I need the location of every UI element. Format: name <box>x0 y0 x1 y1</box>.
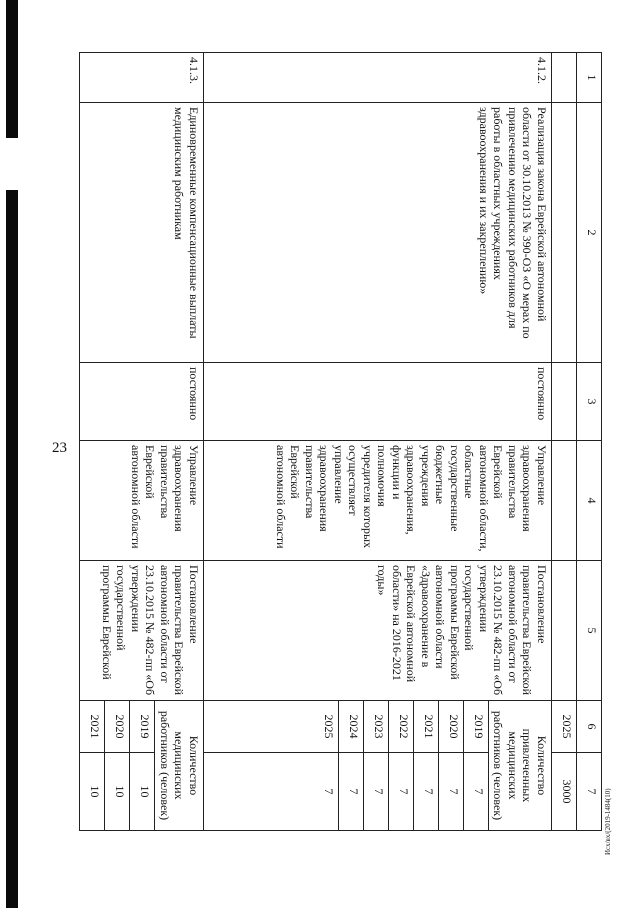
value-cell: 10 <box>105 753 130 831</box>
indicator-cell: Количество медицинских работников (человек) <box>155 701 204 831</box>
item-executor: Управление здравоохранения правительства Еврейской автономной области, областные государственные бюджетные учреждения здравоохранения, функции и полномочия учредителя которых осуществляет управление здравоохранения правительства Еврейской автономной области <box>204 441 552 561</box>
value-cell: 10 <box>80 753 105 831</box>
item-description: Реализация закона Еврейской автономной области от 30.10.2013 № 390-ОЗ «О мерах по привлечению медицинских работников для работы в областных учреждениях здравоохранения и их закреплению» <box>204 103 552 363</box>
year-cell: 2020 <box>439 701 464 753</box>
value-cell: 3000 <box>552 753 577 831</box>
scan-edge-bar <box>6 0 18 138</box>
value-cell: 7 <box>339 753 364 831</box>
year-cell: 2023 <box>364 701 389 753</box>
year-cell: 2025 <box>552 701 577 753</box>
rotated-table-sheet <box>88 52 602 830</box>
item-description: Единовременные компенсационные выплаты медицинским работникам <box>80 103 204 363</box>
indicator-cell: Количество привлеченных медицинских работников (человек) <box>489 701 552 831</box>
scan-edge-bar <box>6 190 18 908</box>
header-cell: 4 <box>577 441 602 561</box>
value-cell: 10 <box>130 753 155 831</box>
item-term: постоянно <box>80 363 204 441</box>
item-executor: Управление здравоохранения правительства Еврейской автономной области <box>80 441 204 561</box>
year-cell: 2019 <box>464 701 489 753</box>
item-term: постоянно <box>204 363 552 441</box>
year-cell: 2020 <box>105 701 130 753</box>
item-number: 4.1.3. <box>80 53 204 103</box>
year-cell: 2025 <box>204 701 339 753</box>
item-basis: Постановление правительства Еврейской автономной области от 23.10.2015 № 482-пп «Об утверждении государственной программы Еврейской <box>80 561 204 701</box>
table-row <box>552 53 577 831</box>
header-cell: 2 <box>577 103 602 363</box>
header-cell: 1 <box>577 53 602 103</box>
year-cell: 2022 <box>389 701 414 753</box>
table-row <box>155 53 204 831</box>
value-cell: 7 <box>464 753 489 831</box>
table-header-row <box>577 53 602 831</box>
header-cell: 7 <box>577 753 602 831</box>
footer-doc-code: Исх/вх/(2019-1484(10) <box>604 788 612 855</box>
header-cell: 5 <box>577 561 602 701</box>
table-row <box>489 53 552 831</box>
value-cell: 7 <box>204 753 339 831</box>
year-cell: 2021 <box>80 701 105 753</box>
value-cell: 7 <box>389 753 414 831</box>
value-cell: 7 <box>439 753 464 831</box>
header-cell: 6 <box>577 701 602 753</box>
measures-table <box>80 52 603 831</box>
item-number: 4.1.2. <box>204 53 552 103</box>
page-number: 23 <box>52 440 67 456</box>
year-cell: 2019 <box>130 701 155 753</box>
year-cell: 2021 <box>414 701 439 753</box>
header-cell: 3 <box>577 363 602 441</box>
year-cell: 2024 <box>339 701 364 753</box>
item-basis: Постановление правительства Еврейской автономной области от 23.10.2015 № 482-пп «Об утверждении государственной программы Еврейской автономной области «Здравоохранение в Еврейской автономной области» на 2016-2021 годы» <box>204 561 552 701</box>
value-cell: 7 <box>364 753 389 831</box>
value-cell: 7 <box>414 753 439 831</box>
